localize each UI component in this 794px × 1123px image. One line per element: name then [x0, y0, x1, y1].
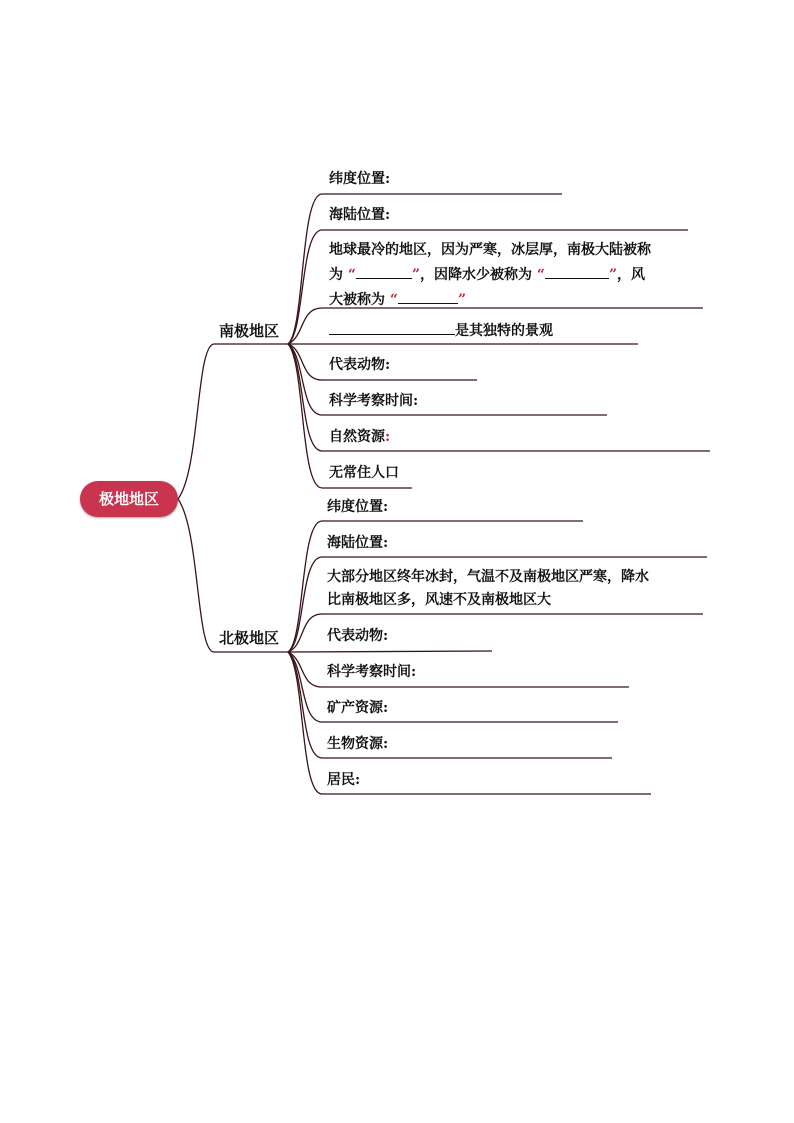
quote-open-2: “	[536, 267, 545, 283]
connector-root-antarctic	[178, 344, 288, 499]
arctic-climate-line1: 大部分地区终年冰封，气温不及南极地区严寒，降水	[327, 569, 649, 585]
antarctic-resources	[329, 426, 390, 449]
antarctic-climate-line1: 地球最冷的地区，因为严寒，冰层厚，南极大陆被称	[329, 242, 651, 258]
quote-close-1: ”	[411, 267, 420, 283]
arctic-biological: 生物资源:	[327, 736, 389, 752]
quote-close-3: ”	[457, 292, 466, 308]
quote-open-1: “	[347, 267, 356, 283]
antarctic-climate-line2	[329, 262, 701, 287]
antarctic-animals: 代表动物:	[329, 357, 391, 373]
antarctic-landscape-text: 是其独特的景观	[455, 323, 553, 339]
antarctic-climate	[329, 239, 701, 312]
blank-3[interactable]	[398, 287, 458, 304]
arctic-climate	[327, 566, 699, 612]
antarctic-climate-p4: 大被称为	[329, 292, 385, 308]
branch-arctic: 北极地区	[219, 629, 280, 647]
antarctic-land-sea: 海陆位置:	[329, 207, 391, 223]
antarctic-climate-p3: ，风	[617, 267, 645, 283]
arctic-climate-line2: 比南极地区多，风速不及南极地区大	[327, 592, 551, 608]
antarctic-latitude: 纬度位置:	[329, 171, 391, 187]
arctic-research-time: 科学考察时间:	[327, 664, 417, 680]
arctic-mineral: 矿产资源:	[327, 700, 389, 716]
arctic-land-sea: 海陆位置:	[327, 535, 389, 551]
antarctic-climate-p1: 为	[329, 267, 343, 283]
quote-close-2: ”	[608, 267, 617, 283]
antarctic-research-time: 科学考察时间:	[329, 393, 419, 409]
arctic-latitude: 纬度位置:	[327, 499, 389, 515]
root-node: 极地地区	[80, 481, 178, 517]
blank-2[interactable]	[545, 262, 609, 279]
arctic-animals: 代表动物:	[327, 628, 389, 644]
quote-open-3: “	[389, 292, 398, 308]
branch-antarctic: 南极地区	[219, 322, 280, 340]
blank-1[interactable]	[356, 262, 412, 279]
arctic-residents: 居民:	[327, 772, 361, 788]
antarctic-resources-colon: :	[385, 429, 391, 445]
blank-landscape[interactable]	[329, 318, 455, 335]
antarctic-population: 无常住人口	[329, 465, 399, 481]
antarctic-climate-p2: ，因降水少被称为	[420, 267, 532, 283]
antarctic-resources-label: 自然资源	[329, 429, 385, 445]
connector-arctic-animals	[288, 651, 492, 652]
antarctic-climate-line3	[329, 287, 701, 312]
antarctic-landscape	[329, 318, 553, 343]
